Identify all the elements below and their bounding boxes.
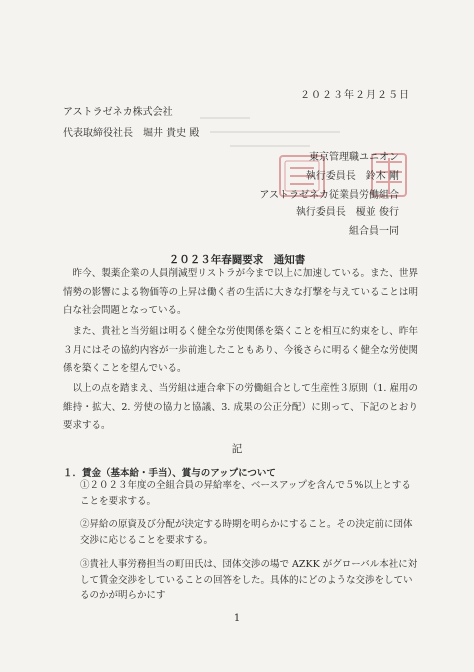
sender-employee-union-chair: 執行委員長 榎並 俊行 <box>295 207 399 218</box>
body-paragraph-1: 昨今、製薬企業の人員削減型リストラが今まで以上に加速している。また、世界情勢の影響による物価等の上昇は働く者の生活に大きな打撃を与えていることは明白な社会問題となっている。 <box>63 268 418 317</box>
document-title: ２０２３年春闘要求 通知書 <box>168 254 306 266</box>
sender-members: 組合員一同 <box>349 226 399 237</box>
demand-item-1: ①２０２３年度の全組合員の昇給率を、ベースアップを含んで５%以上とすることを要求する。 <box>80 480 411 507</box>
section-1-heading: １．賃金（基本給・手当）、賞与のアップについて <box>63 468 276 479</box>
sender-employee-union-name: アストラゼネカ従業員労働組合 <box>259 190 399 201</box>
sender-union-chair: 執行委員長 鈴木 剛 <box>305 171 399 182</box>
ki-label: 記 <box>231 443 243 455</box>
addressee-company: アストラゼネカ株式会社 <box>63 107 173 118</box>
page-number: 1 <box>233 613 241 624</box>
demand-item-2: ②昇給の原資及び分配が決定する時期を明らかにすること。その決定前に団体交渉に応じることを要求する。 <box>80 519 413 546</box>
sender-union-name: 東京管理職ユニオン <box>309 152 399 163</box>
body-paragraph-3: 以上の点を踏まえ、当労組は連合傘下の労働組合として生産性３原則（1. 雇用の維持・拡大、2. 労使の協力と協議、3. 成果の公正分配）に則って、下記のとおり要求する。 <box>63 383 418 432</box>
demand-item-3: ③貴社人事労務担当の町田氏は、団体交渉の場で AZKK がグローバル本社に対して賃金交渉をしていることの回答をした。具体的にどのような交渉をしているのかが明らかにす <box>80 559 418 601</box>
body-paragraph-2: また、貴社と当労組は明るく健全な労使関係を築くことを相互に約束をし、昨年３月にはその協約内容が一歩前進したこともあり、今後さらに明るく健全な労使関係を築くことを望んでいる。 <box>63 326 418 375</box>
document-date: ２０２３年２月２５日 <box>300 90 410 101</box>
addressee-person: 代表取締役社長 堀井 貴史 殿 <box>63 128 200 139</box>
